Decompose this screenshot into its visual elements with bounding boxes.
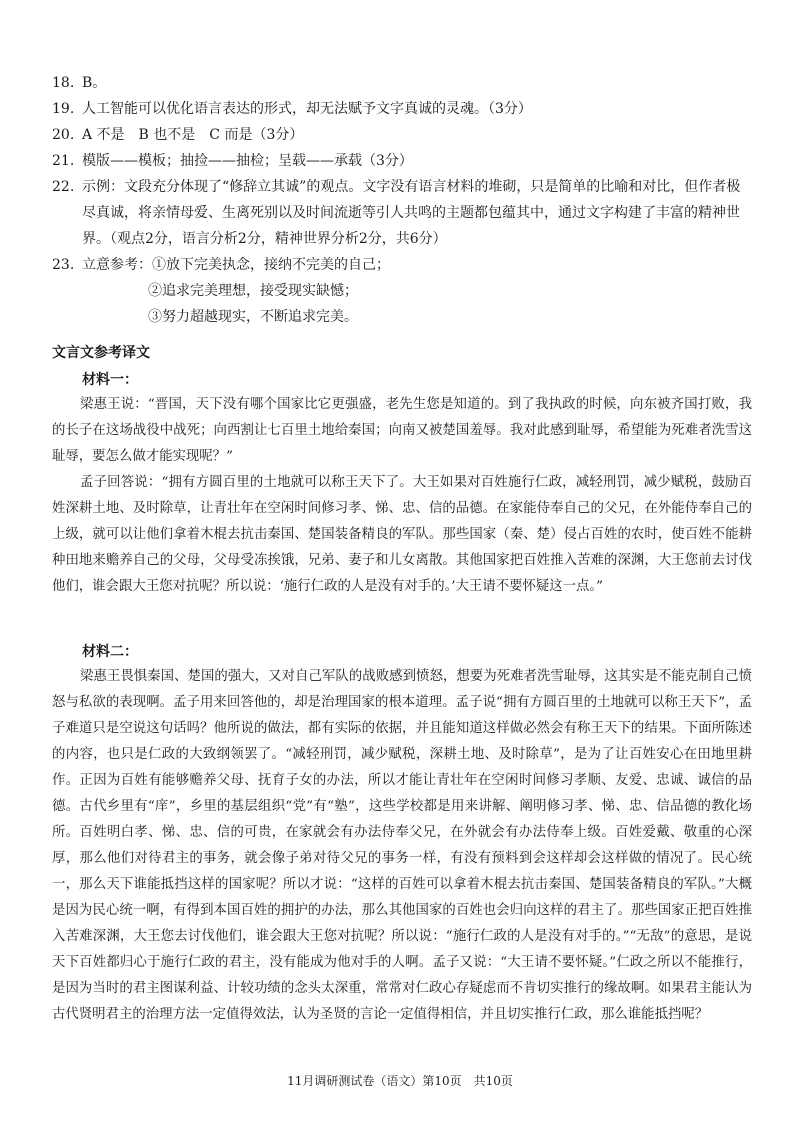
answer-list	[52, 70, 752, 330]
answer-number: 20.	[52, 127, 75, 143]
answer-23-option: ③努力超越现实，不断追求完美。	[148, 309, 358, 325]
material-two	[52, 640, 752, 1028]
material-one-title: 材料一：	[82, 372, 138, 388]
answer-item	[52, 252, 752, 278]
answer-text: 立意参考：①放下完美执念，接纳不完美的自己；	[82, 257, 390, 273]
answer-number: 18.	[52, 75, 75, 91]
answer-text: 人工智能可以优化语言表达的形式，却无法赋予文字真诚的灵魂。（3分）	[82, 101, 532, 117]
answer-text: A 不是 B 也不是 C 而是（3分）	[82, 127, 304, 143]
answer-number: 21.	[52, 153, 75, 169]
answer-item	[52, 174, 752, 252]
answer-23-option: ②追求完美理想，接受现实缺憾；	[148, 283, 358, 299]
section-title: 文言文参考译文	[52, 345, 150, 361]
answer-text: 模版——模板；抽捡——抽检；呈载——承载（3分）	[82, 153, 413, 169]
material-one-paragraph: 孟子回答说：“拥有方圆百里的土地就可以称王天下了。大王如果对百姓施行仁政，减轻刑罚，减少赋税，鼓励百姓深耕土地、及时除草，让青壮年在空闲时间修习孝、悌、忠、信的品德。在家能侍奉自己的父兄，在外能侍奉自己的上级，就可以让他们拿着木棍去抗击秦国、楚国装备精良的军队。那些国家（秦、楚）侵占百姓的农时，使百姓不能耕种田地来赡养自己的父母，父母受冻挨饿，兄弟、妻子和儿女离散。其他国家把百姓推入苦难的深渊，大王您前去讨伐他们，谁会跟大王您对抗呢？所以说：‘施行仁政的人是没有对手的。’大王请不要怀疑这一点。”	[52, 475, 752, 594]
answer-item	[52, 70, 752, 96]
answer-item	[52, 122, 752, 148]
material-two-paragraph: 梁惠王畏惧秦国、楚国的强大，又对自己军队的战败感到愤怒，想要为死难者洗雪耻辱，这其实是不能克制自己愤怒与私欲的表现啊。孟子用来回答他的，却是治理国家的根本道理。孟子说“拥有方圆百里的土地就可以称王天下”，孟子难道只是空说这句话吗？他所说的做法，都有实际的依据，并且能知道这样做必然会有称王天下的结果。下面所陈述的内容，也只是仁政的大致纲领罢了。“减轻刑罚，减少赋税，深耕土地、及时除草”，是为了让百姓安心在田地里耕作。正因为百姓有能够赡养父母、抚育子女的办法，所以才能让青壮年在空闲时间修习孝顺、友爱、忠诚、诚信的品德。古代乡里有“庠”，乡里的基层组织“党”有“塾”，这些学校都是用来讲解、阐明修习孝、悌、忠、信品德的教化场所。百姓明白孝、悌、忠、信的可贵，在家就会有办法侍奉父兄，在外就会有办法侍奉上级。百姓爱戴、敬重的心深厚，那么他们对待君主的事务，就会像子弟对待父兄的事务一样，有没有预料到会这样却会这样做的情况了。民心统一，那么天下谁能抵挡这样的国家呢？所以才说：“这样的百姓可以拿着木棍去抗击秦国、楚国装备精良的军队。”大概是因为民心统一啊，有得到本国百姓的拥护的办法，那么其他国家的百姓也会归向这样的君主了。那些国家正把百姓推入苦难深渊，大王您去讨伐他们，谁会跟大王您对抗呢？所以说：“施行仁政的人是没有对手的。”“无敌”的意思，是说天下百姓都归心于施行仁政的君主，没有能成为他对手的人啊。孟子又说：“大王请不要怀疑。”仁政之所以不能推行，是因为当时的君主图谋利益、计较功绩的念头太深重，常常对仁政心存疑虑而不肯切实推行的缘故啊。如果君主能认为古代贤明君主的治理方法一定值得效法，认为圣贤的言论一定值得相信，并且切实推行仁政，那么谁能抵挡呢？	[52, 669, 752, 1022]
answer-number: 22.	[52, 179, 75, 195]
material-one-paragraph: 梁惠王说：“晋国，天下没有哪个国家比它更强盛，老先生您是知道的。到了我执政的时候，向东被齐国打败，我的长子在这场战役中战死；向西割让七百里土地给秦国；向南又被楚国羞辱。我对此感到耻辱，希望能为死难者洗雪这耻辱，要怎么做才能实现呢？”	[52, 397, 752, 464]
page-footer: 11月调研测试卷（语文）第10页 共10页	[287, 1074, 513, 1088]
answer-text: B。	[82, 75, 107, 91]
answer-item	[52, 148, 752, 174]
answer-item	[52, 96, 752, 122]
material-one	[52, 368, 752, 600]
material-two-title: 材料二：	[82, 644, 138, 660]
answer-text: 示例：文段充分体现了“修辞立其诚”的观点。文字没有语言材料的堆砌，只是简单的比喻和对比，但作者极尽真诚，将亲情母爱、生离死别以及时间流逝等引人共鸣的主题都包蕴其中，通过文字构建了丰富的精神世界。（观点2分，语言分析2分，精神世界分析2分，共6分）	[82, 179, 741, 247]
answer-number: 19.	[52, 101, 75, 117]
answer-number: 23.	[52, 257, 75, 273]
